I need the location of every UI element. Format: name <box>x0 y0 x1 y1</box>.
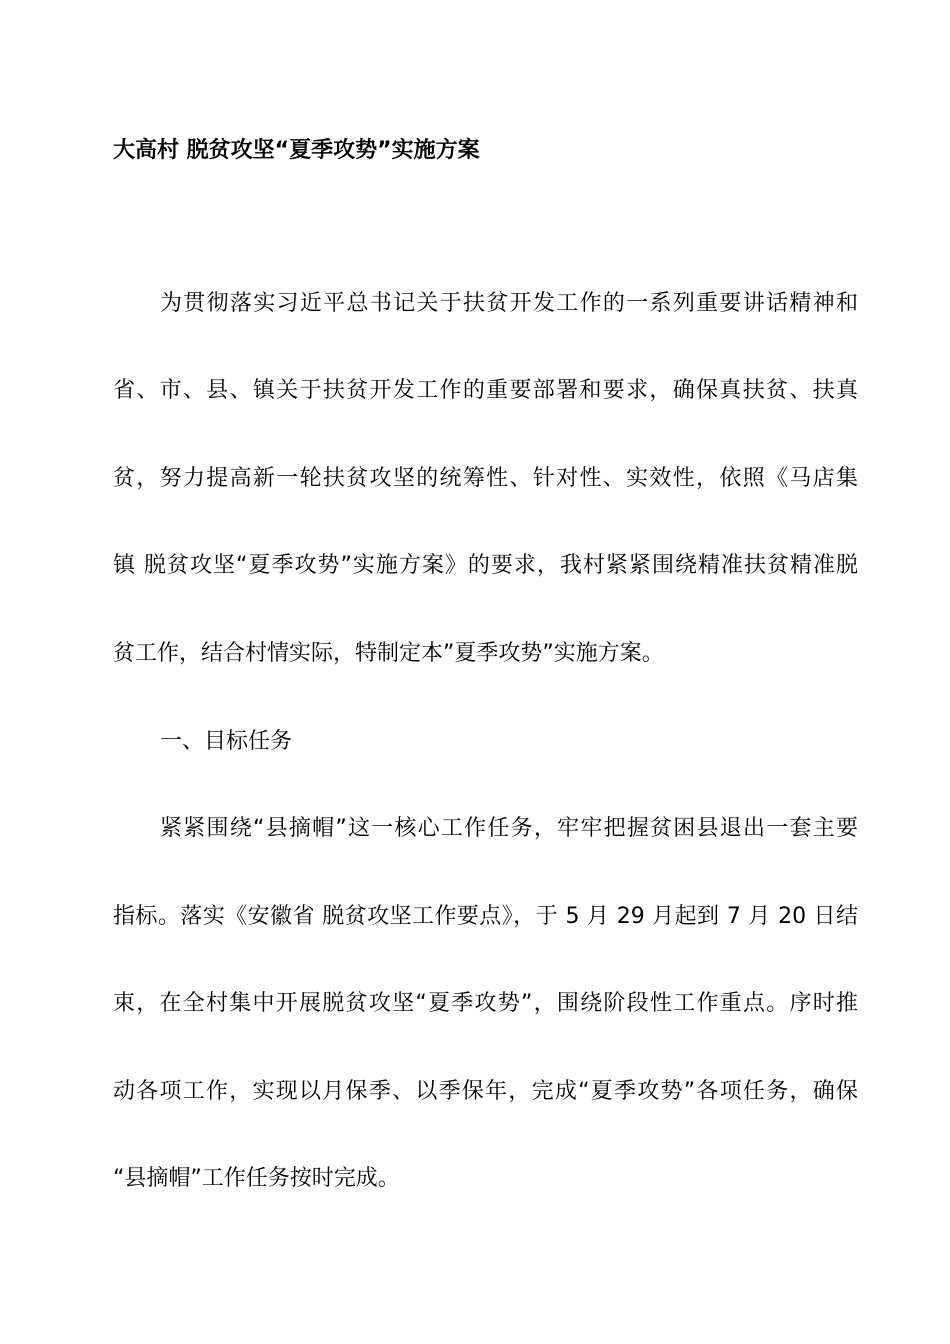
paragraph-line: “县摘帽”工作任务按时完成。 <box>113 1166 400 1191</box>
section-heading: 一、目标任务 <box>160 729 293 754</box>
paragraph-line: 贫工作，结合村情实际，特制定本”夏季攻势”实施方案。 <box>113 641 664 666</box>
paragraph-line: 为贯彻落实习近平总书记关于扶贫开发工作的一系列重要讲话精神和 <box>160 291 858 316</box>
paragraph-line: 紧紧围绕“县摘帽”这一核心工作任务，牢牢把握贫困县退出一套主要 <box>160 816 858 841</box>
document-title: 大高村 脱贫攻坚“夏季攻势”实施方案 <box>113 138 480 163</box>
paragraph-line: 束，在全村集中开展脱贫攻坚“夏季攻势”，围绕阶段性工作重点。序时推 <box>113 991 858 1016</box>
paragraph-line: 贫，努力提高新一轮扶贫攻坚的统筹性、针对性、实效性，依照《马店集 <box>113 466 858 491</box>
paragraph-line: 省、市、县、镇关于扶贫开发工作的重要部署和要求，确保真扶贫、扶真 <box>113 378 858 403</box>
paragraph-line: 镇 脱贫攻坚“夏季攻势”实施方案》的要求，我村紧紧围绕精准扶贫精准脱 <box>113 553 858 578</box>
paragraph-line: 指标。落实《安徽省 脱贫攻坚工作要点》，于 5 月 29 月起到 7 月 20 日结 <box>113 904 858 929</box>
paragraph-line: 动各项工作，实现以月保季、以季保年，完成“夏季攻势”各项任务，确保 <box>113 1079 858 1104</box>
